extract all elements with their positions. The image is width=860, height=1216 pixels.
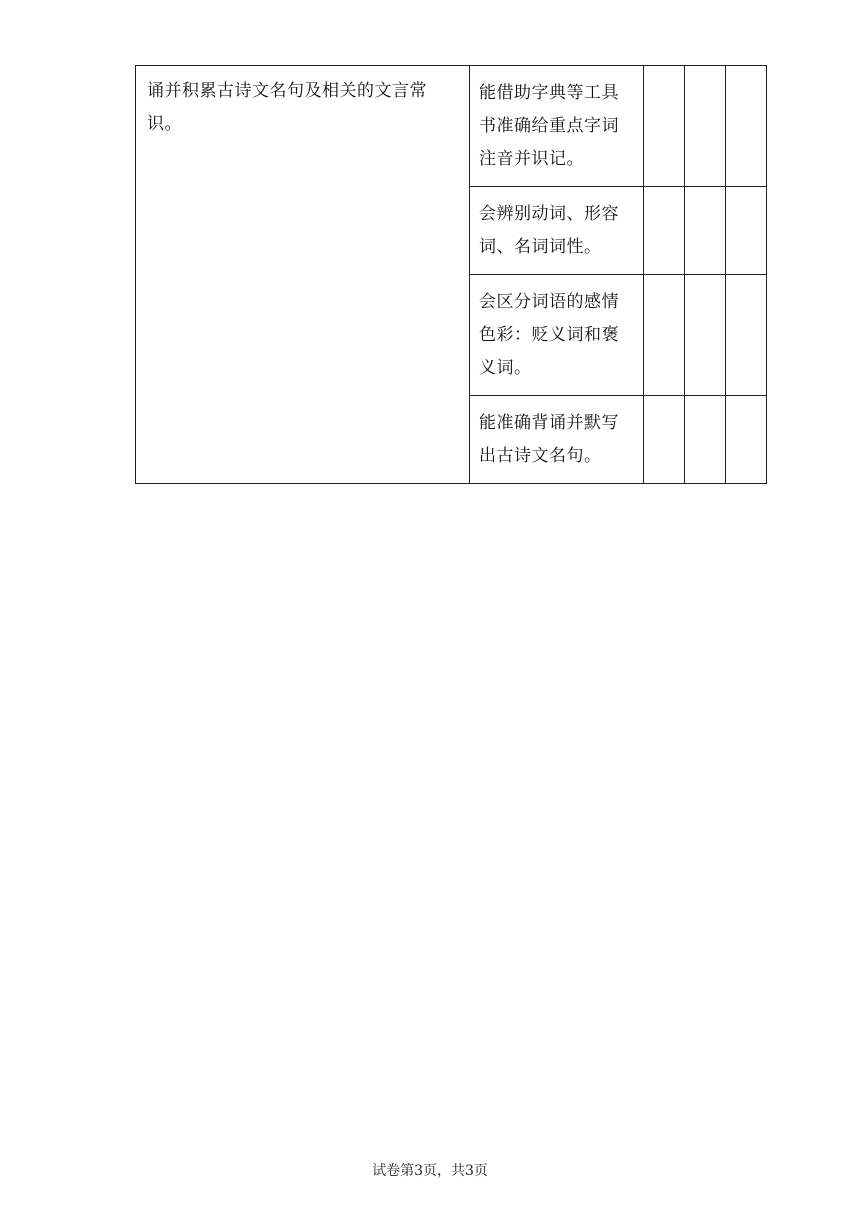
score-cell-3[interactable] bbox=[726, 187, 767, 275]
score-cell-1[interactable] bbox=[644, 396, 685, 484]
score-cell-3[interactable] bbox=[726, 396, 767, 484]
criterion-cell bbox=[470, 396, 644, 484]
page-number-label: 试卷第3页，共3页 bbox=[372, 1163, 488, 1179]
score-cell-2[interactable] bbox=[685, 396, 726, 484]
score-cell-1[interactable] bbox=[644, 275, 685, 396]
learning-goal-cell bbox=[136, 66, 470, 484]
criterion-text: 能借助字典等工具书准确给重点字词注音并识记。 bbox=[479, 83, 619, 169]
table-row bbox=[136, 66, 767, 187]
score-cell-3[interactable] bbox=[726, 66, 767, 187]
score-cell-2[interactable] bbox=[685, 275, 726, 396]
score-cell-2[interactable] bbox=[685, 187, 726, 275]
score-cell-1[interactable] bbox=[644, 66, 685, 187]
criterion-cell bbox=[470, 187, 644, 275]
page-footer bbox=[0, 1160, 860, 1180]
criterion-text: 会辨别动词、形容词、名词词性。 bbox=[479, 204, 619, 257]
score-cell-1[interactable] bbox=[644, 187, 685, 275]
criterion-text: 会区分词语的感情色彩：贬义词和褒义词。 bbox=[479, 292, 619, 378]
criterion-text: 能准确背诵并默写出古诗文名句。 bbox=[479, 413, 619, 466]
criterion-cell bbox=[470, 275, 644, 396]
criterion-cell bbox=[470, 66, 644, 187]
score-cell-2[interactable] bbox=[685, 66, 726, 187]
score-cell-3[interactable] bbox=[726, 275, 767, 396]
learning-goal-text: 诵并积累古诗文名句及相关的文言常识。 bbox=[147, 81, 427, 134]
assessment-table bbox=[135, 65, 767, 484]
